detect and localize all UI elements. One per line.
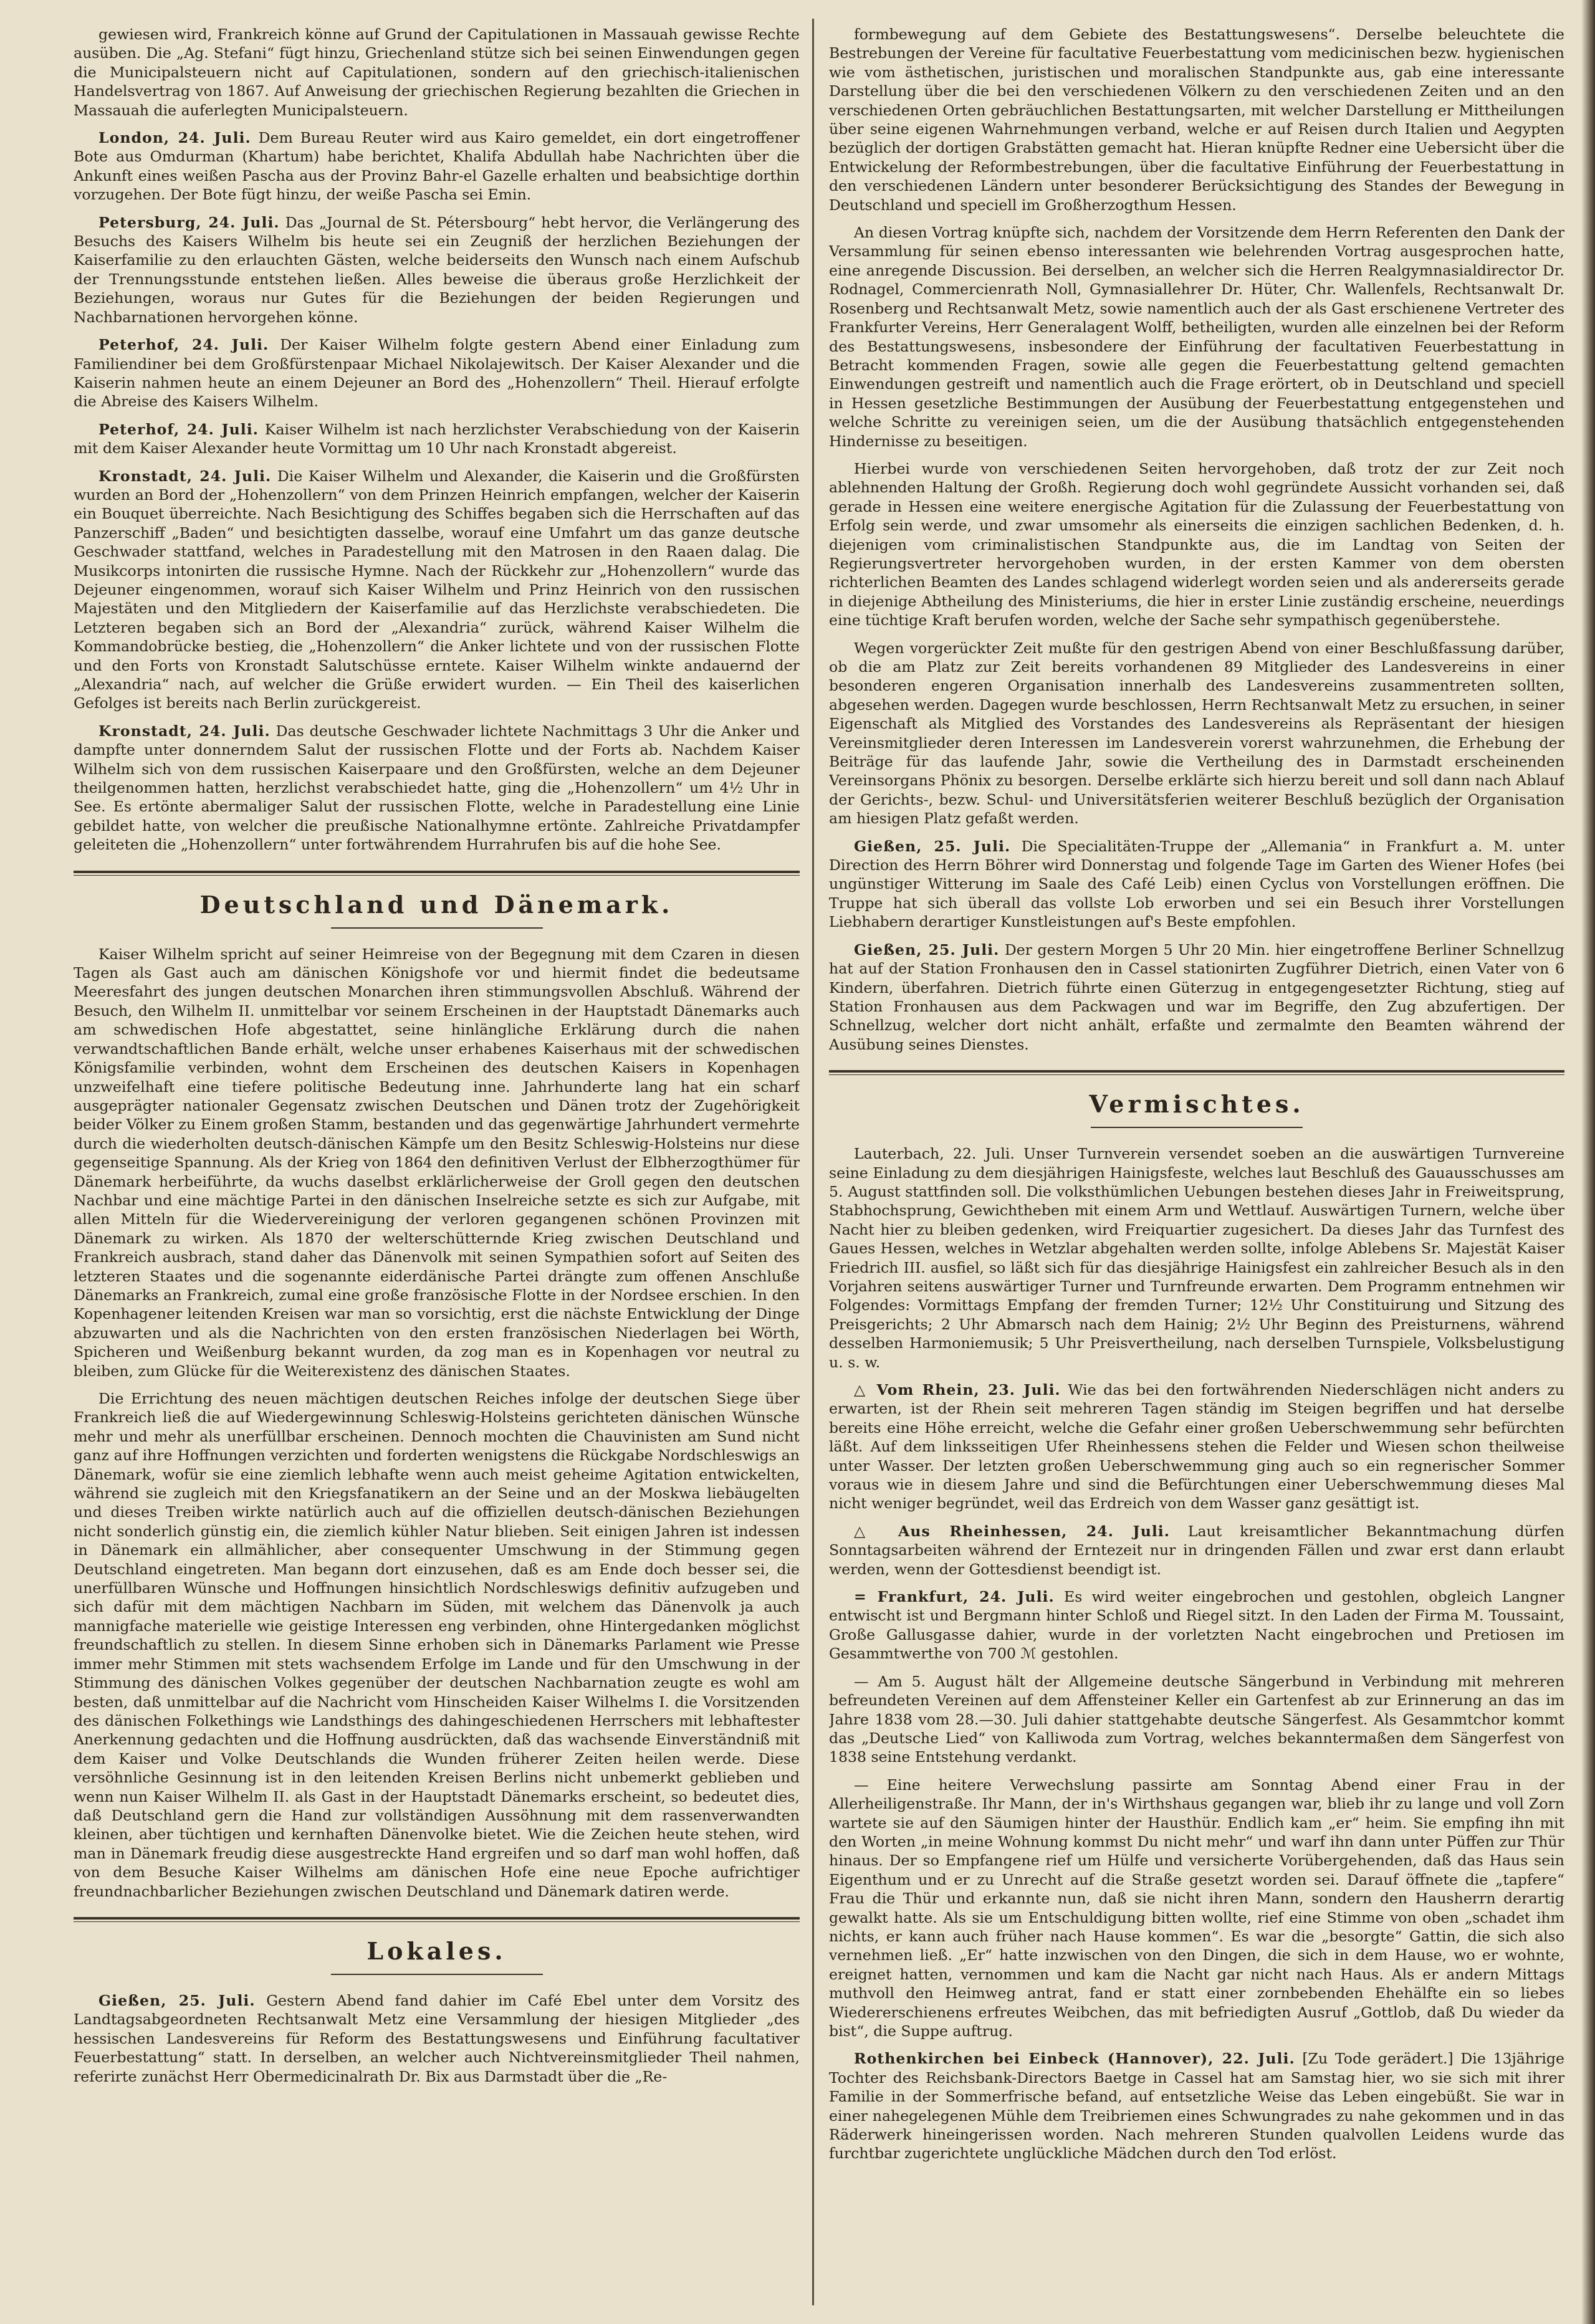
dateline: △ Vom Rhein, 23. Juli. [854,1381,1061,1399]
dateline: Gießen, 25. Juli. [854,837,1011,855]
paragraph-text: formbewegung auf dem Gebiete des Bestattungswesens“. Derselbe beleuchtete die Bestrebungen der Vereine für facultative Feuerbestattung vom medicinischen bezw. hygienischen wie vom ästhetischen, juristischen und moralischen Standpunkte aus, gab eine interessante Darstellung über die bei den verschiedenen Völkern zu den verschiedenen Zeiten und an den verschiedenen Orten gebräuchlichen Bestattungsarten, mit welcher Darstellung er Mittheilungen über seine eigenen Wahrnehmungen verband, welche er auf Reisen durch Italien und Aegypten bezüglich der dortigen Grabstätten gemacht hat. Hieran knüpfte Redner eine Uebersicht über die Entwickelung der Reformbestrebungen, über die facultative Einführung der Feuerbestattung in den verschiedenen Ländern unter besonderer Berücksichtigung des Standes der Bewegung in Deutschland und speciell im Großherzogthum Hessen. [829,26,1564,214]
article-paragraph [74,128,800,204]
article-paragraph [829,25,1564,214]
paragraph-text: Das „Journal de St. Pétersbourg“ hebt hervor, die Verlängerung des Besuchs des Kaisers Wilhelm bis heute sei ein Zeugniß der herzlichen Beziehungen der Kaiserfamilie zu den erlauchten Gästen, welche beiderseits den Wunsch nach einem Aufschub der Trennungsstunde entstehen ließen. Alles beweise die überaus große Herzlichkeit der Beziehungen, woraus nur Gutes für die Beziehungen der beiden Regierungen und Nachbarnationen hervorgehen könne. [74,213,800,326]
article-paragraph [74,1991,800,2086]
dateline: Petersburg, 24. Juli. [98,213,280,231]
article-paragraph [829,1672,1564,1767]
paragraph-text: gewiesen wird, Frankreich könne auf Grund der Capitulationen in Massauah gewisse Rechte ausüben. Die „Ag. Stefani“ fügt hinzu, Griechenland stütze sich bei seinen Einwendungen gegen die Municipalsteuern nicht auf Capitulationen, sondern auf den griechisch-italienischen Handelsvertrag von 1867. Auf Anweisung der griechischen Regierung bezahlten die Griechen in Massauah die auferlegten Municipalsteuern. [74,26,800,119]
paragraph-text: Laut kreisamtlicher Bekanntmachung dürfen Sonntagsarbeiten während der Erntezeit nur in dringenden Fällen und zwar erst dann erlaubt werden, wenn der Gottesdienst beendigt ist. [829,1522,1564,1578]
dateline: Gießen, 25. Juli. [98,1991,256,2009]
dateline: Kronstadt, 24. Juli. [98,722,271,740]
section-divider [74,1917,800,1922]
paragraph-text: Die Kaiser Wilhelm und Alexander, die Kaiserin und die Großfürsten wurden an Bord der „Hohenzollern“ von dem Prinzen Heinrich empfangen, welcher der Kaiserin ein Bouquet überreichte. Nach Besichtigung des Schiffes begaben sich die Herrschaften auf das Panzerschiff „Baden“ und besichtigten dasselbe, worauf eine Umfahrt um das ganze deutsche Geschwader stattfand, welches in Paradestellung mit den Matrosen in den Raaen dalag. Die Musikcorps intonirten die russische Hymne. Nach der Rückkehr zur „Hohenzollern“ wurde das Dejeuner eingenommen, worauf sich Kaiser Wilhelm und Prinz Heinrich von den russischen Majestäten und den Mitgliedern der Kaiserfamilie auf das Herzlichste verabschiedeten. Die Letzteren begaben sich an Bord der „Alexandria“ zurück, während Kaiser Wilhelm die Kommandobrücke bestieg, die „Hohenzollern“ die Anker lichtete und von der russischen Flotte und den Forts von Kronstadt Salutschüsse erntete. Kaiser Wilhelm winkte andauernd der „Alexandria“ nach, auf welcher die Grüße erwidert wurden. — Ein Theil des kaiserlichen Gefolges ist bereits nach Berlin zurückgereist. [74,467,800,712]
dateline: London, 24. Juli. [98,129,251,147]
paragraph-text: Lauterbach, 22. Juli. Unser Turnverein versendet soeben an die auswärtigen Turnvereine seine Einladung zu dem diesjährigen Hainigsfeste, welches laut Beschluß des Gauausschusses am 5. August stattfinden soll. Die volksthümlichen Uebungen bestehen dieses Jahr in Freiweitsprung, Stabhochsprung, Gewichtheben mit einem Arm und Wettlauf. Auswärtigen Turnern, welche über Nacht hier zu bleiben gedenken, wird Freiquartier zugesichert. Da dieses Jahr das Turnfest des Gaues Hessen, welches in Wetzlar abgehalten werden sollte, infolge Ablebens Sr. Majestät Kaiser Friedrich III. ausfiel, so läßt sich für das diesjährige Hainigsfest ein zahlreicher Besuch als in den Vorjahren seitens auswärtiger Turner und Turnfreunde erwarten. Dem Programm entnehmen wir Folgendes: Vormittags Empfang der fremden Turner; 12½ Uhr Constituirung und Sitzung des Preisgerichts; 2 Uhr Abmarsch nach dem Hainig; 2½ Uhr Beginn des Preisturnens, während desselben Harmoniemusik; 5 Uhr Preisvertheilung, nach derselben Turnspiele, Volksbelustigung u. s. w. [829,1145,1564,1371]
paragraph-text: Es wird weiter eingebrochen und gestohlen, obgleich Langner entwischt ist und Bergmann hinter Schloß und Riegel sitzt. In den Laden der Firma M. Toussaint, Große Gallusgasse dahier, wurde in der vorletzten Nacht eingebrochen und Pretiosen im Gesammtwerthe von 700 ℳ gestohlen. [829,1588,1564,1663]
article-paragraph [74,467,800,713]
article-paragraph [74,420,800,458]
article-paragraph [74,945,800,1380]
article-paragraph [74,25,800,120]
article-paragraph [829,1144,1564,1372]
article-paragraph [829,2049,1564,2163]
article-paragraph [74,722,800,854]
left-column [74,25,800,2299]
article-paragraph [829,1776,1564,2041]
section-heading: Vermischtes. [829,1090,1564,1128]
paragraph-text: Gestern Abend fand dahier im Café Ebel unter dem Vorsitz des Landtagsabgeordneten Rechtsanwalt Metz eine Versammlung der hiesigen Mitglieder „des hessischen Landesvereins für Reform des Bestattungswesens und Einführung facultativer Feuerbestattung“ statt. In derselben, an welcher auch Nichtvereinsmitglieder Theil nahmen, referirte zunächst Herr Obermedicinalrath Dr. Bix aus Darmstadt über die „Re- [74,1991,800,2085]
right-column [829,25,1564,2299]
paragraph-text: Dem Bureau Reuter wird aus Kairo gemeldet, ein dort eingetroffener Bote aus Omdurman (Khartum) habe berichtet, Khalifa Abdullah habe Nachrichten über die Ankunft eines weißen Pascha aus der Provinz Bahr-el Gazelle erhalten und beabsichtige dorthin vorzugehen. Der Bote fügt hinzu, der weiße Pascha sei Emin. [74,129,800,204]
article-paragraph [829,1522,1564,1579]
dateline: △ Aus Rheinhessen, 24. Juli. [854,1522,1170,1540]
article-paragraph [829,1587,1564,1663]
article-paragraph [829,837,1564,932]
paragraph-text: Wie das bei den fortwährenden Niederschlägen nicht anders zu erwarten, ist der Rhein seit mehreren Tagen ständig im Steigen begriffen und hat derselbe bereits eine Höhe erreicht, welche die Gefahr einer großen Ueberschwemmung sehr befürchten läßt. Auf dem linksseitigen Ufer Rheinhessens stehen die Felder und Wiesen schon theilweise unter Wasser. Der letzten großen Ueberschwemmung ging auch so ein regnerischer Sommer voraus wie in diesem Jahre und sind die Befürchtungen einer Ueberschwemmung dieses Mal nicht weniger begründet, weil das Erdreich von dem Wasser ganz gesättigt ist. [829,1381,1564,1513]
paragraph-text: Kaiser Wilhelm spricht auf seiner Heimreise von der Begegnung mit dem Czaren in diesen Tagen als Gast auch am dänischen Königshofe vor und hiermit findet die bedeutsame Meeresfahrt des jungen deutschen Monarchen ihren stimmungsvollen Abschluß. Während der Besuch, den Wilhelm II. unmittelbar vor seinem Erscheinen in der Hauptstadt Dänemarks auch am schwedischen Hofe abgestattet, seine hinlängliche Erklärung durch die nahen verwandtschaftlichen Bande erhält, welche unser erhabenes Kaiserhaus mit der schwedischen Königsfamilie verbinden, wohnt dem Erscheinen des deutschen Kaisers in Kopenhagen unzweifelhaft eine tiefere politische Bedeutung inne. Jahrhunderte lang hat ein scharf ausgeprägter nationaler Gegensatz zwischen Deutschen und Dänen trotz der Zugehörigkeit beider Völker zu Einem großen Stamm, bestanden und das gegenwärtige Jahrhundert vermehrte durch die wiederholten deutsch-dänischen Kämpfe um den Besitz Schleswig-Holsteins nur diese gegenseitige Spannung. Als der Krieg von 1864 den definitiven Verlust der Elbherzogthümer für Dänemark herbeiführte, da wuchs daselbst erklärlicherweise der Groll gegen den deutschen Nachbar und eine mächtige Partei in den dänischen Inselreiche setzte es sich zur Aufgabe, mit allen Mitteln für die Wiedervereinigung der verloren gegangenen schönen Provinzen mit Dänemark zu wirken. Als 1870 der welterschütternde Krieg zwischen Deutschland und Frankreich ausbrach, stand daher das Dänenvolk mit seinen Sympathien sofort auf Seiten des letzteren Staates und die sogenannte eiderdänische Partei drängte zum offenen Anschluße Dänemarks an Frankreich, zumal eine große französische Flotte in der Nordsee erschien. In den Kopenhagener leitenden Kreisen war man so vorsichtig, erst die nächste Entwicklung der Dinge abzuwarten und als die Nachrichten von den ersten französischen Niederlagen bei Wörth, Spicheren und Weißenburg bekannt wurden, da zog man es in Kopenhagen vor neutral zu bleiben, zum Glücke für die Weiterexistenz des dänischen Staates. [74,945,800,1380]
article-paragraph [829,1380,1564,1513]
dateline: Gießen, 25. Juli. [854,940,1000,959]
paragraph-text: Der Kaiser Wilhelm folgte gestern Abend einer Einladung zum Familiendiner bei dem Großfürstenpaar Michael Nikolajewitsch. Der Kaiser Alexander und die Kaiserin nahmen heute an einem Dejeuner an Bord des „Hohenzollern“ Theil. Hierauf erfolgte die Abreise des Kaisers Wilhelm. [74,336,800,411]
section-heading: Lokales. [74,1937,800,1975]
article-paragraph [829,940,1564,1054]
binding-edge [1581,0,1595,2324]
article-paragraph [829,459,1564,630]
dateline: Peterhof, 24. Juli. [98,420,259,438]
paragraph-text: Das deutsche Geschwader lichtete Nachmittags 3 Uhr die Anker und dampfte unter donnerndem Salut der russischen Flotte und der Forts ab. Nachdem Kaiser Wilhelm sich von dem russischen Kaiserpaare und den Großfürsten, welche an dem Dejeuner theilgenommen hatten, herzlichst verabschiedet hatte, ging die „Hohenzollern“ um 4½ Uhr in See. Es ertönte abermaliger Salut der russischen Flotte, welche in Paradestellung eine Linie gebildet hatte, von welcher die preußische Nationalhymne ertönte. Zahlreiche Privatdampfer geleiteten die „Hohenzollern“ unter fortwährendem Hurrahrufen bis auf die hohe See. [74,722,800,854]
article-paragraph [74,1389,800,1901]
paragraph-text: An diesen Vortrag knüpfte sich, nachdem der Vorsitzende dem Herrn Referenten den Dank der Versammlung für seinen ebenso interessanten wie belehrenden Vortrag ausgesprochen hatte, eine anregende Discussion. Bei derselben, an welcher sich die Herren Realgymnasialdirector Dr. Rodnagel, Commercienrath Noll, Gymnasiallehrer Dr. Hüter, Chr. Wallenfels, Rechtsanwalt Dr. Rosenberg und Rechtsanwalt Metz, sowie namentlich auch der als Gast erschienene Vertreter des Frankfurter Vereins, Herr Generalagent Wolff, betheiligten, wurden alle einzelnen bei der Reform des Bestattungswesens, insbesondere der Einführung der facultativen Feuerbestattung in Betracht kommenden Fragen, sowie alle gegen die Feuerbestattung geltend gemachten Einwendungen gestreift und namentlich auch die Frage erörtert, ob in Deutschland und speciell in Hessen gesetzliche Bestimmungen der Ausübung der Feuerbestattung entgegenstehen und welche Schritte zu vereinigen seien, um die der Ausübung thatsächlich entgegenstehenden Hindernisse zu beseitigen. [829,224,1564,450]
paragraph-text: Der gestern Morgen 5 Uhr 20 Min. hier eingetroffene Berliner Schnellzug hat auf der Station Fronhausen den in Cassel stationirten Zugführer Dietrich, einen Vater von 6 Kindern, überfahren. Dietrich führte einen Güterzug in entgegengesetzter Richtung, stieg auf Station Fronhausen aus dem Packwagen und war im Begriffe, den Zug abzufertigen. Der Schnellzug, welcher dort nicht anhält, erfaßte und zermalmte den Beamten während der Ausübung seines Dienstes. [829,940,1564,1053]
article-paragraph [829,639,1564,828]
article-paragraph [829,223,1564,451]
paragraph-text: Die Specialitäten-Truppe der „Allemania“ in Frankfurt a. M. unter Direction des Herrn Böhrer wird Donnerstag und folgende Tage im Garten des Wiener Hofes (bei ungünstiger Witterung im Saale des Café Leib) einen Cyclus von Vorstellungen eröffnen. Die Truppe hat sich überall das vollste Lob erworben und sei ein Besuch ihrer Vorstellungen Liebhabern derartiger Kunstleistungen auf's Beste empfohlen. [829,837,1564,931]
paragraph-text: Wegen vorgerückter Zeit mußte für den gestrigen Abend von einer Beschlußfassung darüber, ob die am Platz zur Zeit bereits vorhandenen 89 Mitglieder des Landesvereins in einer besonderen engeren Organisation innerhalb des Landesvereins zusammentreten sollten, abgesehen werden. Dagegen wurde beschlossen, Herrn Rechtsanwalt Metz zu ersuchen, in seiner Eigenschaft als Mitglied des Vorstandes des Landesvereins als Repräsentant der hiesigen Vereinsmitglieder deren Interessen im Landesverein vorerst wahrzunehmen, die Erhebung der Beiträge für das laufende Jahr, sowie die Vertheilung des in Darmstadt erscheinenden Vereinsorgans Phönix zu besorgen. Derselbe erklärte sich hierzu bereit und soll dann nach Ablauf der Gerichts-, bezw. Schul- und Universitätsferien weiterer Beschluß bezüglich der Organisation am hiesigen Platz gefaßt werden. [829,639,1564,828]
section-divider [829,1070,1564,1075]
section-heading: Deutschland und Dänemark. [74,891,800,929]
dateline: Peterhof, 24. Juli. [98,336,269,354]
paragraph-text: Kaiser Wilhelm ist nach herzlichster Verabschiedung von der Kaiserin mit dem Kaiser Alexander heute Vormittag um 10 Uhr nach Kronstadt abgereist. [74,420,800,457]
paragraph-text: [Zu Tode gerädert.] Die 13jährige Tochter des Reichsbank-Directors Baetge in Cassel hat am Samstag hier, wo sie sich mit ihrer Familie in der Sommerfrische befand, auf entsetzliche Weise das Leben eingebüßt. Sie war in einer nahegelegenen Mühle dem Treibriemen eines Schwungrades zu nahe gekommen und in das Räderwerk hineingerissen worden. Nach mehreren Stunden qualvollen Leidens wurde das furchtbar zugerichtete unglückliche Mädchen durch den Tod erlöst. [829,2050,1564,2163]
dateline: Kronstadt, 24. Juli. [98,467,272,485]
paragraph-text: Die Errichtung des neuen mächtigen deutschen Reiches infolge der deutschen Siege über Frankreich ließ die auf Wiedergewinnung Schleswig-Holsteins gerichteten dänischen Wünsche mehr und mehr als unerfüllbar erscheinen. Dennoch mochten die Chauvinisten am Sund nicht ganz auf ihre Hoffnungen verzichten und forderten wenigstens die Rückgabe Nordschleswigs an Dänemark, wofür sie eine ziemlich lebhafte wenn auch meist geheime Agitation entwickelten, während sie zugleich mit den Kriegsfanatikern an der Seine und an der Moskwa liebäugelten und dieses Treiben wirkte natürlich auch auf die offiziellen deutsch-dänischen Beziehungen nicht sonderlich günstig ein, die ziemlich kühler Natur blieben. Seit einigen Jahren ist indessen in Dänemark ein allmählicher, aber consequenter Umschwung in der Stimmung gegen Deutschland eingetreten. Man begann dort einzusehen, daß es am Ende doch besser sei, die unerfüllbaren Wünsche und Hoffnungen hinsichtlich Nordschleswigs definitiv aufzugeben und sich dafür mit dem mächtigen Nachbarn im Süden, mit welchem das Dänenvolk ja auch mannigfache materielle wie geistige Interessen eng verbinden, ohne Hintergedanken möglichst freundschaftlich zu stellen. In diesem Sinne erhoben sich in Dänemarks Parlament wie Presse immer mehr Stimmen mit stets wachsendem Erfolge im Lande und für den Umschwung in der Stimmung des dänischen Volkes gegenüber der deutschen Nachbarnation zeugte es wohl am besten, daß unmittelbar auf die Nachricht vom Hinscheiden Kaiser Wilhelms I. die Vorsitzenden des dänischen Folkethings wie Landsthings des dahingeschiedenen Herrschers mit lebhaftester Anerkennung gedachten und die Hoffnung ausdrückten, daß das wachsende Einverständniß mit dem Kaiser und Volke Deutschlands die Wunden früherer Zeiten heilen werde. Diese versöhnliche Gesinnung ist in den leitenden Kreisen Berlins nicht unbemerkt geblieben und wenn nun Kaiser Wilhelm II. als Gast in der Hauptstadt Dänemarks erscheint, so bedeutet dies, daß Deutschland gern die Hand zur vollständigen Aussöhnung mit dem rassenverwandten kleinen, aber tüchtigen und kernhaften Dänenvolke bietet. Wie die Zeichen heute stehen, wird man in Dänemark freudig diese ausgestreckte Hand ergreifen und so darf man wohl hoffen, daß von dem Besuche Kaiser Wilhelms am dänischen Hofe eine neue Epoche aufrichtiger freundnachbarlicher Beziehungen zwischen Deutschland und Dänemark datiren werde. [74,1390,800,1900]
section-divider [74,871,800,876]
article-paragraph [74,335,800,411]
dateline: = Frankfurt, 24. Juli. [854,1588,1055,1606]
paragraph-text: — Eine heitere Verwechslung passirte am Sonntag Abend einer Frau in der Allerheiligenstraße. Ihr Mann, der in's Wirthshaus gegangen war, blieb ihr zu lange und voll Zorn wartete sie auf den Säumigen hinter der Hausthür. Endlich kam „er“ heim. Sie empfing ihn mit den Worten „in meine Wohnung kommst Du nicht mehr“ und warf ihn dann unter Püffen zur Thür hinaus. Der so Empfangene rief um Hülfe und versicherte Vorübergehenden, daß das Haus sein Eigenthum und er zu Unrecht auf die Straße gesetzt worden sei. Darauf öffnete die „tapfere“ Frau die Thür und erkannte nun, daß sie nicht ihren Mann, sondern den Hausherrn derartig gewalkt hatte. Als sie um Entschuldigung bitten wollte, rief eine Stimme von oben „schadet ihm nichts, er kann auch früher nach Hause kommen“. Es war die „besorgte“ Gattin, die sich also vernehmen ließ. „Er“ hatte inzwischen von den Dingen, die sich in dem Hause, wo er wohnte, ereignet hatten, vernommen und kam die Nacht gar nicht nach Haus. Als er andern Mittags muthvoll den Heimweg antrat, fand er statt einer zornbebenden Ehehälfte ein so liebes Wiedererschienens erfreutes Weibchen, das mit befriedigten Ausruf „Gottlob, daß Du wieder da bist“, die Suppe auftrug. [829,1776,1564,2040]
column-divider [812,19,814,2305]
paragraph-text: Hierbei wurde von verschiedenen Seiten hervorgehoben, daß trotz der zur Zeit noch ablehnenden Haltung der Großh. Regierung doch wohl gegründete Aussicht vorhanden sei, daß gerade in Hessen eine weitere energische Agitation für die Zulassung der Feuerbestattung von Erfolg sein werde, und zwar umsomehr als einerseits die einzigen sachlichen Bedenken, d. h. diejenigen vom criminalistischen Standpunkte aus, die im Landtag von Seiten der Regierungsvertreter hervorgehoben wurden, in der ersten Kammer von dem obersten richterlichen Beamten des Landes schlagend widerlegt worden seien und als andererseits gerade in diejenige Abtheilung des Ministeriums, die hier in erster Linie zuständig erscheine, neuerdings eine tüchtige Kraft berufen worden, welche der Sache sehr sympathisch gegenüberstehe. [829,459,1564,629]
article-paragraph [74,213,800,327]
paragraph-text: — Am 5. August hält der Allgemeine deutsche Sängerbund in Verbindung mit mehreren befreundeten Vereinen auf dem Affensteiner Keller ein Gartenfest ab zur Erinnerung an das im Jahre 1838 vom 28.—30. Juli dahier stattgehabte deutsche Sängerfest. Als Gesammtchor kommt das „Deutsche Lied“ von Kalliwoda zum Vortrag, welches bekanntermaßen dem Sängerfest von 1838 seine Entstehung verdankt. [829,1672,1564,1766]
dateline: Rothenkirchen bei Einbeck (Hannover), 22. Juli. [854,2050,1295,2068]
